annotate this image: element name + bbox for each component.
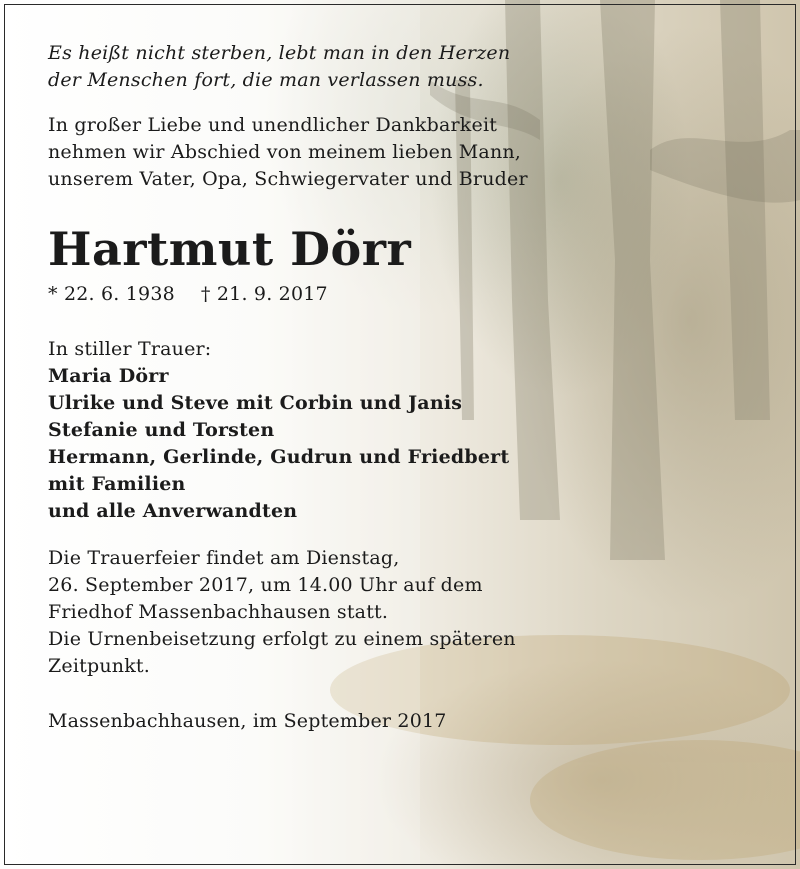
birth-date: * 22. 6. 1938 [48,283,175,305]
intro-line: unserem Vater, Opa, Schwiegervater und Bruder [48,168,528,190]
life-dates [48,281,748,308]
intro-line: In großer Liebe und unendlicher Dankbarkeit [48,114,498,136]
motto-quote [48,40,748,94]
ceremony-line: Die Urnenbeisetzung erfolgt zu einem späteren [48,628,516,650]
ceremony-details [48,545,748,680]
ceremony-line: Friedhof Massenbachhausen statt. [48,601,389,623]
mourner-name: Stefanie und Torsten [48,419,275,441]
motto-line: Es heißt nicht sterben, lebt man in den Herzen [48,42,511,64]
motto-line: der Menschen fort, die man verlassen muss. [48,69,484,91]
death-date: † 21. 9. 2017 [200,283,328,305]
place-and-date: Massenbachhausen, im September 2017 [48,710,447,732]
mourner-name: Ulrike und Steve mit Corbin und Janis [48,392,463,414]
deceased-name: Hartmut Dörr [48,222,412,276]
ceremony-line: Die Trauerfeier findet am Dienstag, [48,547,400,569]
intro-text [48,112,748,193]
mourners-label: In stiller Trauer: [48,338,212,360]
mourner-name: Hermann, Gerlinde, Gudrun und Friedbert [48,446,510,468]
notice-content [48,40,748,735]
mourners-list [48,363,748,525]
ceremony-line: Zeitpunkt. [48,655,150,677]
mourner-name: mit Familien [48,473,186,495]
mourner-name: und alle Anverwandten [48,500,298,522]
mourner-name: Maria Dörr [48,365,169,387]
intro-line: nehmen wir Abschied von meinem lieben Mann, [48,141,522,163]
ceremony-line: 26. September 2017, um 14.00 Uhr auf dem [48,574,483,596]
